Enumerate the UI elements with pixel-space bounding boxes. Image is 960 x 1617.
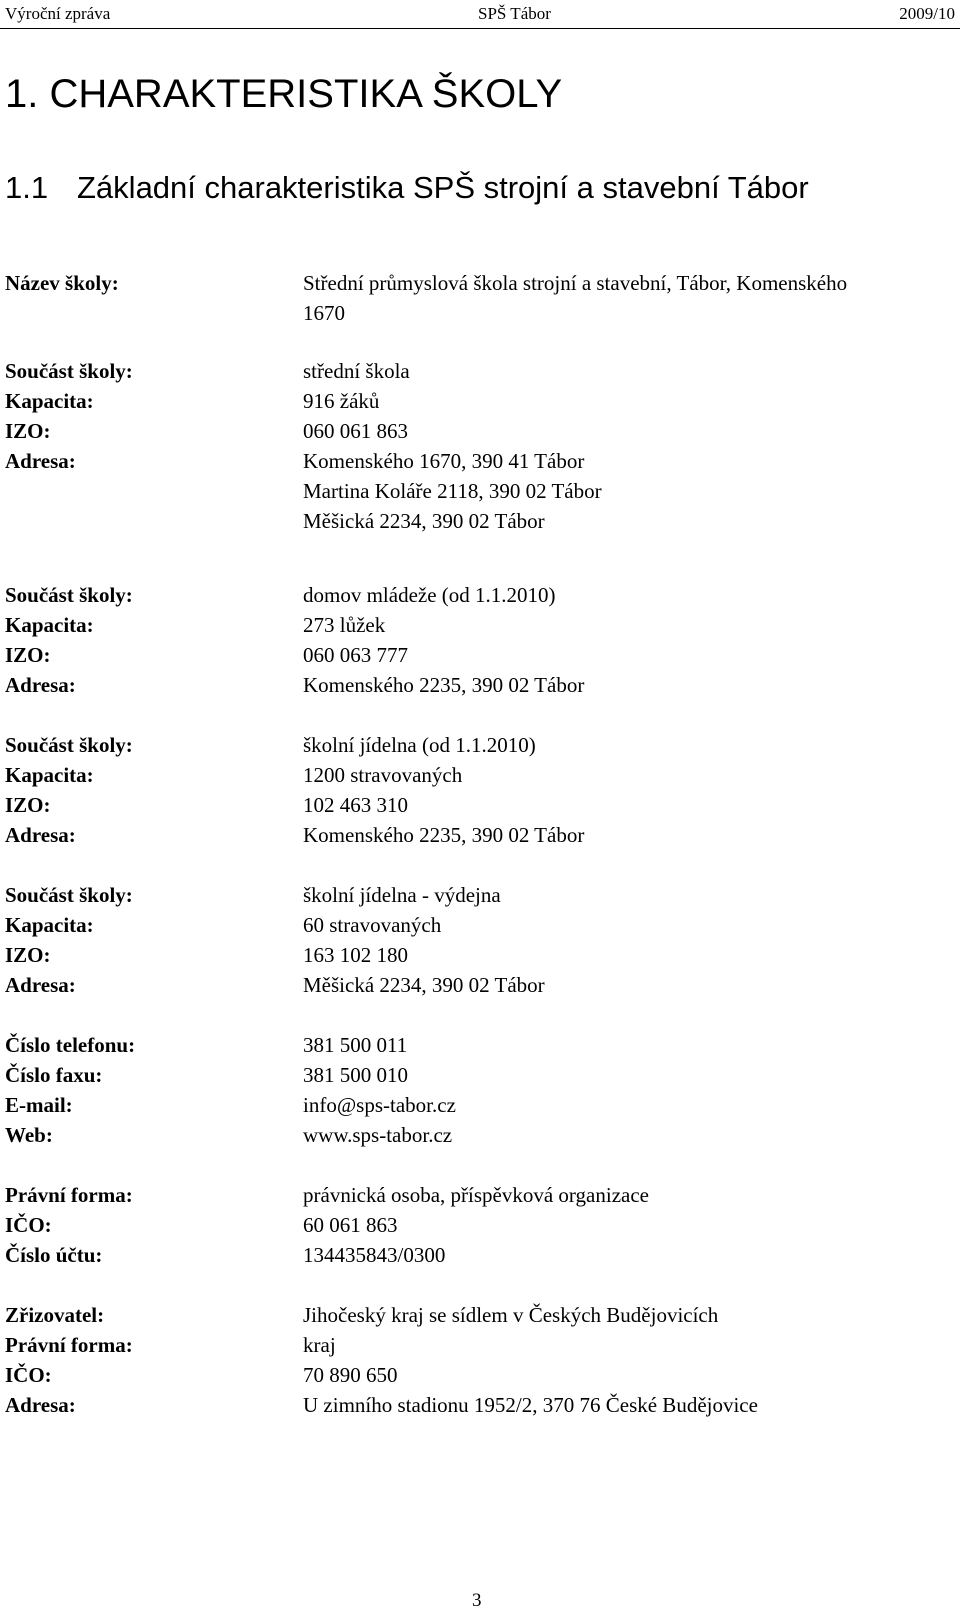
part2-capacity-value: 273 lůžek bbox=[303, 613, 386, 637]
founder-address-label: Adresa: bbox=[5, 1393, 76, 1417]
account-label: Číslo účtu: bbox=[5, 1243, 103, 1267]
header-school-name: SPŠ Tábor bbox=[478, 4, 551, 23]
part4-part-value: školní jídelna - výdejna bbox=[303, 883, 501, 907]
part4-izo-label: IZO: bbox=[5, 943, 51, 967]
web-value: www.sps-tabor.cz bbox=[303, 1123, 453, 1147]
school-name-value-cont: 1670 bbox=[303, 301, 345, 325]
part1-address-line2: Martina Koláře 2118, 390 02 Tábor bbox=[303, 479, 602, 503]
section-text: Základní charakteristika SPŠ strojní a stavební Tábor bbox=[77, 170, 809, 205]
founder-label: Zřizovatel: bbox=[5, 1303, 105, 1327]
part2-izo-label: IZO: bbox=[5, 643, 51, 667]
founder-ico-value: 70 890 650 bbox=[303, 1363, 398, 1387]
part1-izo-label: IZO: bbox=[5, 419, 51, 443]
part3-capacity-label: Kapacita: bbox=[5, 763, 94, 787]
part3-capacity-value: 1200 stravovaných bbox=[303, 763, 463, 787]
part3-part-value: školní jídelna (od 1.1.2010) bbox=[303, 733, 536, 757]
part4-address-value: Měšická 2234, 390 02 Tábor bbox=[303, 973, 545, 997]
section-number: 1.1 bbox=[5, 170, 49, 205]
header-report-title: Výroční zpráva bbox=[5, 4, 111, 23]
part4-capacity-label: Kapacita: bbox=[5, 913, 94, 937]
part1-address-line3: Měšická 2234, 390 02 Tábor bbox=[303, 509, 545, 533]
part3-part-label: Součást školy: bbox=[5, 733, 133, 757]
part4-address-label: Adresa: bbox=[5, 973, 76, 997]
part1-izo-value: 060 061 863 bbox=[303, 419, 408, 443]
part4-capacity-value: 60 stravovaných bbox=[303, 913, 442, 937]
founder-value: Jihočeský kraj se sídlem v Českých Budějovicích bbox=[303, 1303, 719, 1327]
founder-form-label: Právní forma: bbox=[5, 1333, 133, 1357]
founder-form-value: kraj bbox=[303, 1333, 336, 1357]
part2-address-value: Komenského 2235, 390 02 Tábor bbox=[303, 673, 585, 697]
legal-form-value: právnická osoba, příspěvková organizace bbox=[303, 1183, 649, 1207]
web-label: Web: bbox=[5, 1123, 53, 1147]
page-number: 3 bbox=[472, 1590, 482, 1611]
part1-capacity-value: 916 žáků bbox=[303, 389, 380, 413]
fax-label: Číslo faxu: bbox=[5, 1063, 103, 1087]
part4-part-label: Součást školy: bbox=[5, 883, 133, 907]
legal-form-label: Právní forma: bbox=[5, 1183, 133, 1207]
part1-address-label: Adresa: bbox=[5, 449, 76, 473]
email-label: E-mail: bbox=[5, 1093, 73, 1117]
part1-part-value: střední škola bbox=[303, 359, 410, 383]
page-header bbox=[0, 0, 960, 29]
phone-label: Číslo telefonu: bbox=[5, 1033, 136, 1057]
part1-part-label: Součást školy: bbox=[5, 359, 133, 383]
part3-izo-value: 102 463 310 bbox=[303, 793, 408, 817]
founder-ico-label: IČO: bbox=[5, 1363, 52, 1387]
part4-izo-value: 163 102 180 bbox=[303, 943, 408, 967]
phone-value: 381 500 011 bbox=[303, 1033, 408, 1057]
part1-address-line1: Komenského 1670, 390 41 Tábor bbox=[303, 449, 585, 473]
part3-izo-label: IZO: bbox=[5, 793, 51, 817]
part2-capacity-label: Kapacita: bbox=[5, 613, 94, 637]
school-name-label: Název školy: bbox=[5, 271, 119, 295]
part3-address-value: Komenského 2235, 390 02 Tábor bbox=[303, 823, 585, 847]
part2-izo-value: 060 063 777 bbox=[303, 643, 408, 667]
founder-address-value: U zimního stadionu 1952/2, 370 76 České Budějovice bbox=[303, 1393, 758, 1417]
fax-value: 381 500 010 bbox=[303, 1063, 408, 1087]
part1-capacity-label: Kapacita: bbox=[5, 389, 94, 413]
part3-address-label: Adresa: bbox=[5, 823, 76, 847]
part2-part-label: Součást školy: bbox=[5, 583, 133, 607]
ico-value: 60 061 863 bbox=[303, 1213, 398, 1237]
chapter-title: 1. CHARAKTERISTIKA ŠKOLY bbox=[5, 72, 563, 116]
part2-address-label: Adresa: bbox=[5, 673, 76, 697]
part2-part-value: domov mládeže (od 1.1.2010) bbox=[303, 583, 556, 607]
header-school-year: 2009/10 bbox=[899, 4, 955, 23]
account-value: 134435843/0300 bbox=[303, 1243, 446, 1267]
school-name-value: Střední průmyslová škola strojní a stavební, Tábor, Komenského bbox=[303, 271, 848, 295]
section-title bbox=[5, 168, 809, 208]
ico-label: IČO: bbox=[5, 1213, 52, 1237]
email-value: info@sps-tabor.cz bbox=[303, 1093, 456, 1117]
